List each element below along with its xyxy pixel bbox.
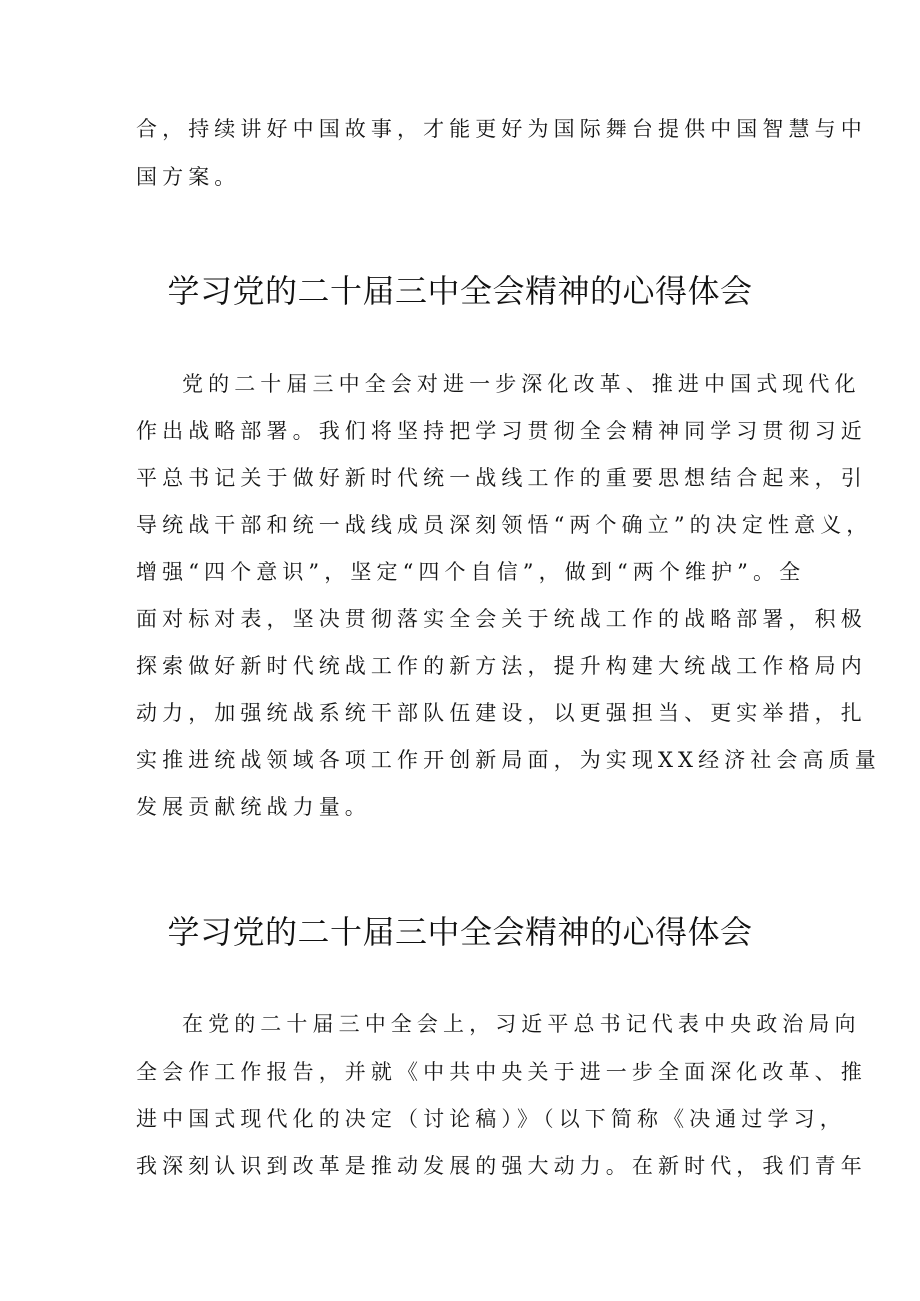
section-1-line-9: 实推进统战领域各项工作开创新局面，为实现XX经济社会高质量 xyxy=(136,748,881,772)
section-2-line-2: 全会作工作报告，并就《中共中央关于进一步全面深化改革、推 xyxy=(136,1060,867,1084)
section-1-line-8: 动力，加强统战系统干部队伍建设，以更强担当、更实举措，扎 xyxy=(136,701,867,725)
section-2-line-4: 我深刻认识到改革是推动发展的强大动力。在新时代，我们青年 xyxy=(136,1154,867,1178)
section-1-line-1: 党的二十届三中全会对进一步深化改革、推进中国式现代化 xyxy=(182,372,861,396)
section-2-title: 学习党的二十届三中全会精神的心得体会 xyxy=(167,913,753,951)
section-1-line-3: 平总书记关于做好新时代统一战线工作的重要思想结合起来，引 xyxy=(136,466,867,490)
intro-line-2: 国方案。 xyxy=(136,165,241,189)
section-1-line-2: 作出战略部署。我们将坚持把学习贯彻全会精神同学习贯彻习近 xyxy=(136,419,867,443)
section-1-line-7: 探索做好新时代统战工作的新方法，提升构建大统战工作格局内 xyxy=(136,654,867,678)
section-2-line-3: 进中国式现代化的决定（讨论稿）》（以下简称《决通过学习， xyxy=(136,1107,846,1131)
section-1-line-10: 发展贡献统战力量。 xyxy=(136,795,371,819)
intro-line-1: 合，持续讲好中国故事，才能更好为国际舞台提供中国智慧与中 xyxy=(136,117,867,141)
section-1-title: 学习党的二十届三中全会精神的心得体会 xyxy=(167,272,753,310)
section-1-line-4: 导统战干部和统一战线成员深刻领悟“两个确立”的决定性意义， xyxy=(136,513,873,537)
section-1-line-6: 面对标对表，坚决贯彻落实全会关于统战工作的战略部署，积极 xyxy=(136,607,867,631)
section-1-line-5: 增强“四个意识”，坚定“四个自信”，做到“两个维护”。全 xyxy=(136,560,806,584)
section-2-line-1: 在党的二十届三中全会上，习近平总书记代表中央政治局向 xyxy=(182,1012,861,1036)
